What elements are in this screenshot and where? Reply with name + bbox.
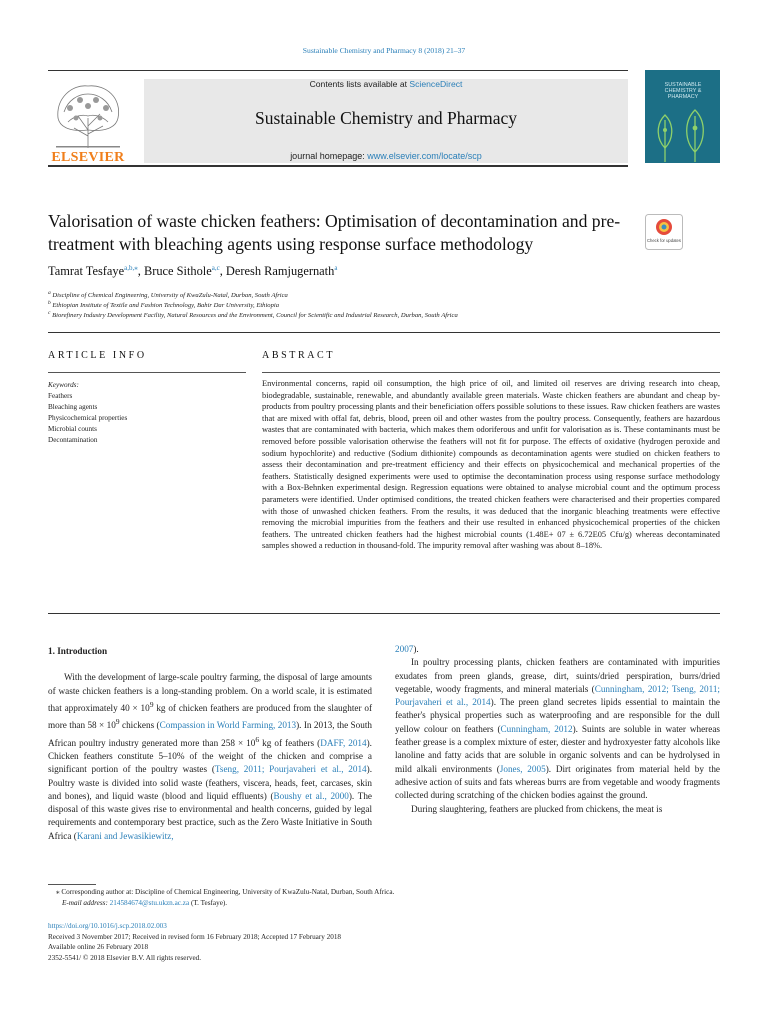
affiliation: [48, 310, 688, 319]
article-info-heading: ARTICLE INFO: [48, 350, 147, 361]
keyword: Microbial counts: [48, 425, 97, 433]
abstract-heading: ABSTRACT: [262, 350, 336, 361]
author-name[interactable]: Bruce Sithole: [143, 264, 212, 279]
affiliation-sup: a: [48, 290, 51, 296]
journal-citation[interactable]: Sustainable Chemistry and Pharmacy 8 (2018) 21–37: [302, 46, 466, 55]
received-dates: Received 3 November 2017; Received in revised form 16 February 2018; Accepted 17 February 2018: [48, 932, 342, 941]
email-link[interactable]: 214584674@stu.ukzn.ac.za: [109, 899, 190, 907]
body-paragraph: In poultry processing plants, chicken feathers are contaminated with impurities exudates from preen glands, grease, dirt, suints/dried perspiration, burrs/dried vegetable, woody fragments, and mineral materials (Cunningham, 2012; Tseng, 2011; Pourjavaheri et al., 2014). The preen gland secretes lipids essential to maintain the feather's physical properties such as waterproofing and are responsible for the dull yellow colour on feathers (Cunningham, 2012). Suints are soluble in water whereas feather grease is a complex mixture of ester, diester and hydroxyester fatty alcohols like lanoline and fatty acids that are soluble in organic solvents and can be hydrolysed in mild alkali environments (Jones, 2005). Dirt originates from material held by the adhesive action of suits and fats whereas burrs are from vegetable and woody fragments collected during scratching of the chicken bodies against the ground.: [395, 657, 720, 801]
body-paragraph: During slaughtering, feathers are plucked from chickens, the meat is: [411, 803, 663, 814]
homepage-link[interactable]: www.elsevier.com/locate/scp: [367, 151, 482, 161]
journal-title: Sustainable Chemistry and Pharmacy: [255, 108, 517, 128]
contents-line: [144, 79, 628, 89]
article-title: Valorisation of waste chicken feathers: Optimisation of decontamination and pre-treatment with bleaching agents using response surface methodology: [48, 211, 621, 254]
affiliation: [48, 300, 688, 309]
copyright: 2352-5541/ © 2018 Elsevier B.V. All rights reserved.: [48, 953, 202, 962]
affiliation: [48, 290, 688, 299]
section-heading: 1. Introduction: [48, 646, 108, 656]
author-sup: a,c: [211, 264, 220, 272]
body-rule: [48, 613, 720, 614]
leaf-icon: [645, 70, 720, 163]
author-name[interactable]: Tamrat Tesfaye: [48, 264, 125, 279]
doi-link[interactable]: https://doi.org/10.1016/j.scp.2018.02.003: [48, 922, 167, 930]
body-column-left: [48, 645, 372, 843]
section-rule: [48, 332, 720, 333]
keywords-label: Keywords:: [48, 381, 79, 389]
email-note: [48, 898, 720, 909]
body-column-right: [395, 643, 720, 816]
homepage-prefix: journal homepage:: [290, 151, 368, 161]
affiliation-text: Discipline of Chemical Engineering, University of KwaZulu-Natal, Durban, South Africa: [52, 292, 288, 300]
keywords-block: [48, 380, 248, 446]
elsevier-wordmark: ELSEVIER: [51, 150, 125, 165]
contents-prefix: Contents lists available at: [309, 79, 410, 89]
footnotes: [48, 887, 720, 909]
journal-cover[interactable]: [645, 70, 720, 163]
keyword: Decontamination: [48, 436, 98, 444]
article-info-rule: [48, 372, 246, 373]
corresponding-author-note: ⁎ Corresponding author at: Discipline of Chemical Engineering, University of KwaZulu-Natal, Durban, South Africa.: [56, 888, 395, 896]
affiliation-sup: c: [48, 310, 51, 316]
affiliation-text: Ethiopian Institute of Textile and Fashion Technology, Bahir Dar University, Ethiopia: [52, 302, 280, 310]
affiliation-sup: b: [48, 300, 51, 306]
abstract-rule: [262, 372, 720, 373]
footnote-rule: [48, 884, 96, 885]
article-meta: [48, 921, 720, 963]
author-list: Tamrat Tesfaye$^{a,b,⁎}$, Bruce Sithole$^{a,c}$, Deresh Ramjugernath$^a$: [48, 264, 338, 279]
journal-homepage: [144, 151, 628, 161]
body-paragraph: 2007).: [395, 644, 419, 654]
crossmark-label: Check for updates: [647, 238, 681, 243]
keyword: Physicochemical properties: [48, 414, 128, 422]
available-online: Available online 26 February 2018: [48, 943, 149, 952]
author-name[interactable]: Deresh Ramjugernath: [225, 264, 335, 279]
keyword: Bleaching agents: [48, 403, 98, 411]
abstract-text: Environmental concerns, rapid oil consumption, the high price of oil, and limited oil reserves are driving research into cheap, biodegradable, sustainable, renewable, and abundantly available green materials. Waste chicken feathers are abundant and cheap by-products from poultry processing plants and their beneficiation offers possible solutions to these issues. Raw chicken feathers are wastes that are mixed with offal fat, debris, blood, preen oil and other wastes from the poultry process. Consequently, feathers are hazardous wastes that are contaminated with bacteria, which makes them odoriferous and unfit for valorisation as is. These contaminants must be removed before possible valorisation otherwise the feathers will not fit for purpose. The effects of oxidative (hydrogen peroxide and sodium hypochlorite) and reductive (Sodium dithionite) compounds as decontamination agents were studied on chicken feathers to assess their decontamination and pre-treatment efficiency and their effects on physicochemical and mechanical properties of the feathers. Statistically designed experiments were used to optimise the decontamination process using response surface methodology with a Box-Behnken experimental design. Regression equations were obtained to analyse microbial count and the optimum process parameters were identified. Under optimised conditions, the treated chicken feathers were characterised and their properties compared with those of unwashed chicken feathers. From the results, it was deduced that the inorganic bleaching treatments were effective removing the microbial impurities from the feathers and their use resulted in enhanced physicochemical properties of the chicken feathers. The untreated chicken feathers had the highest microbial counts (1.48E+ 07 ± 6.72E05 Cfu/g) whereas decontaminated samples showed a reduction in thousand-fold. The impurity removal after washing was about 8–18%.: [262, 379, 720, 551]
header-rule-top: [48, 70, 628, 71]
author-sup: a: [334, 264, 338, 272]
author-sup: a,b,⁎: [124, 264, 138, 272]
body-paragraph: With the development of large-scale poultry farming, the disposal of large amounts of waste chicken feathers is a long-standing problem. On a world scale, it is estimated that approximately $40 \times 10^9$ kg of chicken feathers are produced from the slaughter of more than $58 \times 10^9$ chickens (Compassion in World Farming, 2013). In 2013, the South African poultry industry generated more than $258 \times 10^6$ kg of feathers (DAFF, 2014). Chicken feathers constitute 5–10% of the weight of the chicken and comprise a significant portion of the poultry wastes (Tseng, 2011; Pourjavaheri et al., 2014). Poultry waste is divided into solid waste (feathers, viscera, heads, feet, carcases, skin and bones), and liquid waste (blood and liquid effluents) (Boushy et al., 2000). The disposal of this waste gives rise to environmental and health concerns, guided by legal requirements and contemporary best practice, such as the Zero Waste Initiative in South Africa (Karani and Jewasikiewitz,: [48, 672, 373, 841]
email-label: E-mail address:: [62, 899, 108, 907]
header-rule-bottom: [48, 165, 628, 167]
email-suffix: (T. Tesfaye).: [189, 899, 228, 907]
sciencedirect-link[interactable]: ScienceDirect: [409, 79, 463, 89]
keyword: Feathers: [48, 392, 73, 400]
cover-title: SUSTAINABLE CHEMISTRY & PHARMACY: [664, 82, 702, 100]
affiliation-text: Biorefinery Industry Development Facility, Natural Resources and the Environment, Council for Scientific and Industrial Research, Durban, South Africa: [52, 312, 458, 320]
crossmark-icon[interactable]: [645, 214, 683, 250]
